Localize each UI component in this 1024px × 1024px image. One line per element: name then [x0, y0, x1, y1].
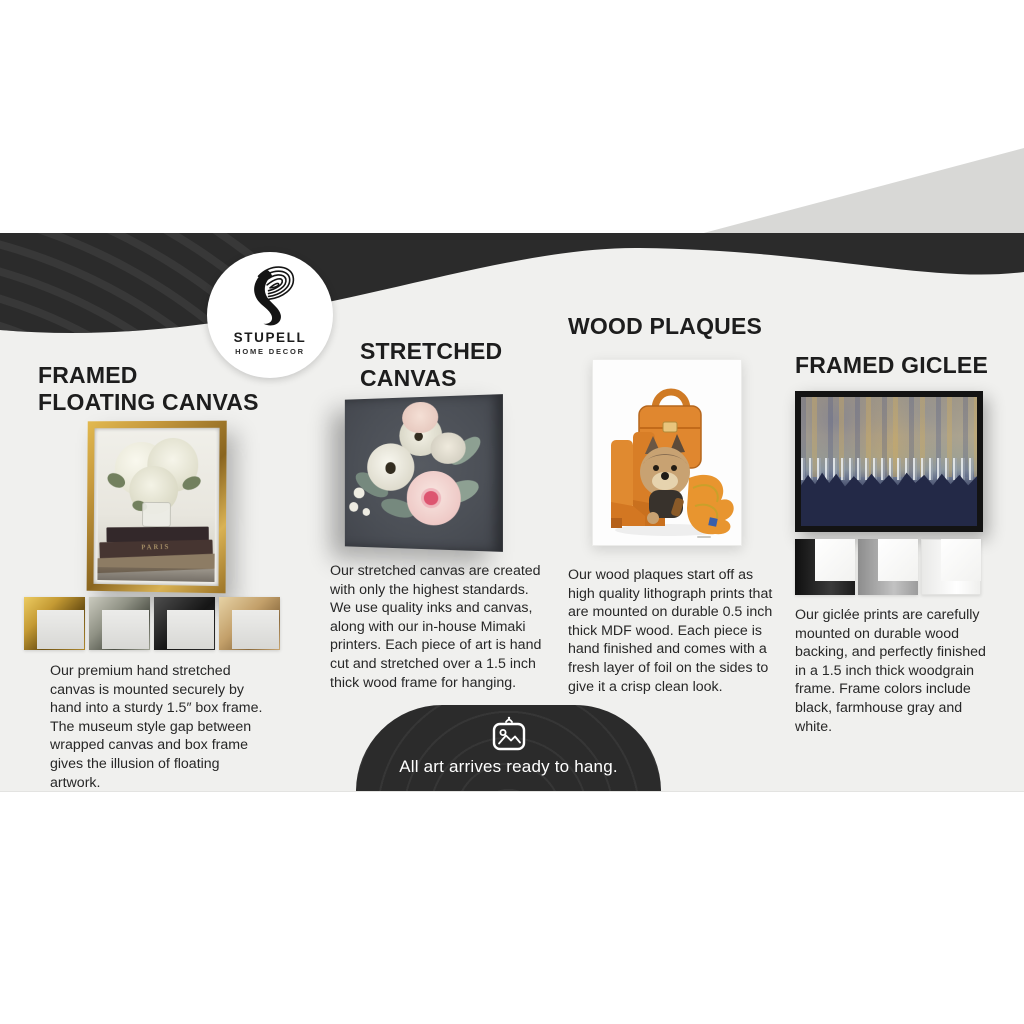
- white-bud: [363, 508, 370, 516]
- heading-line: STRETCHED: [360, 338, 503, 364]
- book-spine-label: PARIS: [141, 542, 171, 552]
- floating-frame-gap: [93, 428, 219, 586]
- frame-option-black: [154, 597, 215, 650]
- stretched-canvas-product-photo: [345, 394, 503, 552]
- stupell-s-swoosh-icon: [234, 258, 306, 332]
- framed-giclee-product-photo: [795, 391, 983, 532]
- ready-to-hang-banner: [356, 705, 661, 791]
- description-wood-plaques: Our wood plaques start off as high quality lithograph prints that are mounted on durable 0.5 inch thick MDF wood. Each piece is hand finished and comes with a fresh layer of foil on the sides to give it a crisp clean look.: [568, 567, 773, 695]
- artwork-shadow: [97, 567, 215, 582]
- swatch-canvas: [167, 610, 214, 649]
- swatch-canvas: [878, 539, 918, 581]
- ready-to-hang-text: All art arrives ready to hang.: [399, 757, 618, 776]
- hydrangea-artwork: [97, 432, 215, 582]
- wood-plaque-product-photo: [592, 359, 742, 546]
- heading-line: FRAMED GICLEE: [795, 352, 988, 378]
- floating-canvas-product-photo: [87, 421, 227, 594]
- description-framed-floating-canvas: Our premium hand stretched canvas is mounted securely by hand into a sturdy 1.5″ box frame. The museum style gap between wrapped canvas and box frame gives the illusion of floating artwork.: [50, 663, 263, 791]
- heading-framed-giclee: [795, 352, 988, 379]
- swatch-canvas: [37, 610, 84, 649]
- frame-option-silver: [89, 597, 150, 650]
- brand-name: STUPELL: [233, 330, 307, 345]
- swatch-canvas: [102, 610, 149, 649]
- glass-jar: [142, 501, 171, 527]
- heading-line: FLOATING CANVAS: [38, 389, 259, 415]
- giclee-frame-option-gray: [858, 539, 918, 595]
- swatch-canvas: [232, 610, 279, 649]
- white-bud: [349, 502, 358, 511]
- swatch-canvas: [941, 539, 981, 581]
- swatch-canvas: [815, 539, 855, 581]
- framed-art-icon: [487, 715, 531, 755]
- white-bud: [354, 488, 364, 498]
- heading-line: CANVAS: [360, 365, 457, 391]
- anemone-center: [385, 462, 396, 473]
- frame-option-champagne: [219, 597, 280, 650]
- abstract-giclee-artwork: [801, 397, 977, 526]
- heading-stretched-canvas: [360, 338, 502, 392]
- description-stretched-canvas: Our stretched canvas are created with only the highest standards. We use quality inks and canvas, along with our in-house Mimaki printers. Each piece of art is hand cut and stretched over a 1.5 inch thick wood frame for hanging.: [330, 563, 542, 691]
- giclee-frame-option-white: [921, 539, 981, 595]
- brand-tagline: HOME DECOR: [235, 347, 305, 356]
- top-wave-band: [0, 0, 1024, 370]
- frame-option-gold: [24, 597, 85, 650]
- brand-logo: [207, 252, 333, 378]
- giclee-frame-option-black: [795, 539, 855, 595]
- heading-framed-floating-canvas: [38, 362, 259, 416]
- yorkie-orange-artwork: [593, 360, 741, 545]
- heading-wood-plaques: [568, 313, 762, 340]
- heading-line: FRAMED: [38, 362, 138, 388]
- description-framed-giclee: Our giclée prints are carefully mounted on durable wood backing, and perfectly finished in a 1.5 inch thick woodgrain frame. Frame colors include black, farmhouse gray and white.: [795, 607, 986, 735]
- heading-line: WOOD PLAQUES: [568, 313, 763, 339]
